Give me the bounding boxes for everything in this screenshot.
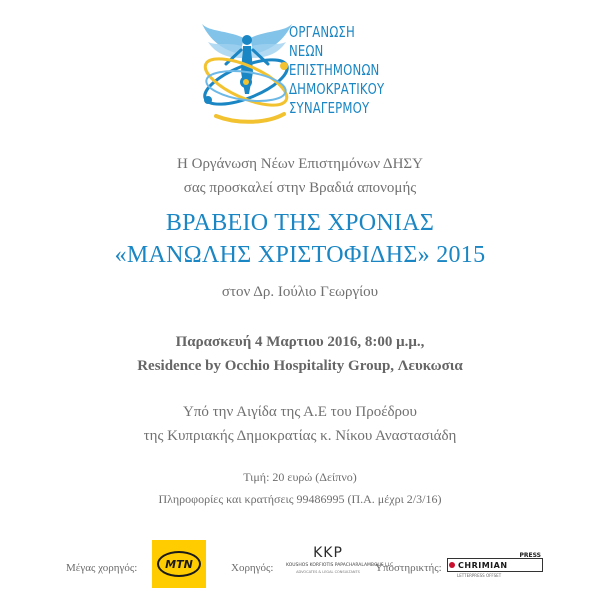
award-title-line-1: ΒΡΑΒΕΙΟ ΤΗΣ ΧΡΟΝΙΑΣ bbox=[165, 210, 435, 236]
patronage-line-2: της Κυπριακής Δημοκρατίας κ. Νίκου Αναστασιάδη bbox=[143, 428, 457, 444]
kkp-logo bbox=[286, 545, 394, 585]
supporter-label: Υποστηρικτής: bbox=[375, 562, 442, 574]
event-venue: Residence by Occhio Hospitality Group, Λευκωσια bbox=[137, 358, 463, 374]
ticket-price: Τιμή: 20 ευρώ (Δείπνο) bbox=[243, 470, 357, 484]
atom-with-figure-icon bbox=[196, 20, 296, 132]
org-line: ΔΗΜΟΚΡΑΤΙΚΟΥ bbox=[289, 80, 385, 98]
patronage-line-1: Υπό την Αιγίδα της Α.Ε του Προέδρου bbox=[183, 404, 417, 420]
reservation-info: Πληροφορίες και κρατήσεις 99486995 (Π.Α. μέχρι 2/3/16) bbox=[158, 492, 442, 506]
kkp-logo-subtitle: ADVOCATES & LEGAL CONSULTANTS bbox=[296, 570, 360, 574]
chrimian-subtitle: LETTERPRESS OFFSET bbox=[457, 573, 502, 578]
kkp-logo-name: KOUSHOS KORFIOTIS PAPACHARALAMBOUS LLC bbox=[286, 563, 394, 568]
intro-line-1: Η Οργάνωση Νέων Επιστημόνων ΔΗΣΥ bbox=[177, 156, 423, 172]
intro-line-2: σας προσκαλεί στην Βραδιά απονομής bbox=[183, 180, 417, 196]
chrimian-dot-icon bbox=[449, 562, 455, 568]
organization-name bbox=[289, 23, 384, 118]
org-line: ΟΡΓΑΝΩΣΗ bbox=[289, 23, 355, 41]
organization-logo bbox=[196, 20, 416, 132]
mtn-logo-text: MTN bbox=[165, 557, 193, 571]
org-line: ΕΠΙΣΤΗΜΟΝΩΝ bbox=[289, 61, 380, 79]
chrimian-logo-text: CHRIMIAN bbox=[447, 558, 543, 572]
major-sponsor-label: Μέγας χορηγός: bbox=[66, 562, 138, 574]
mtn-logo bbox=[152, 540, 206, 588]
event-date-time: Παρασκευή 4 Μαρτιου 2016, 8:00 μ.μ., bbox=[175, 334, 425, 350]
award-title-line-2: «ΜΑΝΩΛΗΣ ΧΡΙΣΤΟΦΙΔΗΣ» 2015 bbox=[114, 242, 486, 268]
mtn-oval bbox=[157, 551, 201, 577]
kkp-logo-mark: KKP bbox=[313, 545, 343, 561]
honoree: στον Δρ. Ιούλιο Γεωργίου bbox=[221, 284, 379, 300]
org-line: ΣΥΝΑΓΕΡΜΟΥ bbox=[289, 99, 370, 117]
chrimian-press-label: PRESS bbox=[519, 552, 541, 559]
sponsor-label: Χορηγός: bbox=[231, 562, 274, 574]
chrimian-press-logo bbox=[447, 554, 543, 576]
org-line: ΝΕΩΝ bbox=[289, 42, 324, 60]
